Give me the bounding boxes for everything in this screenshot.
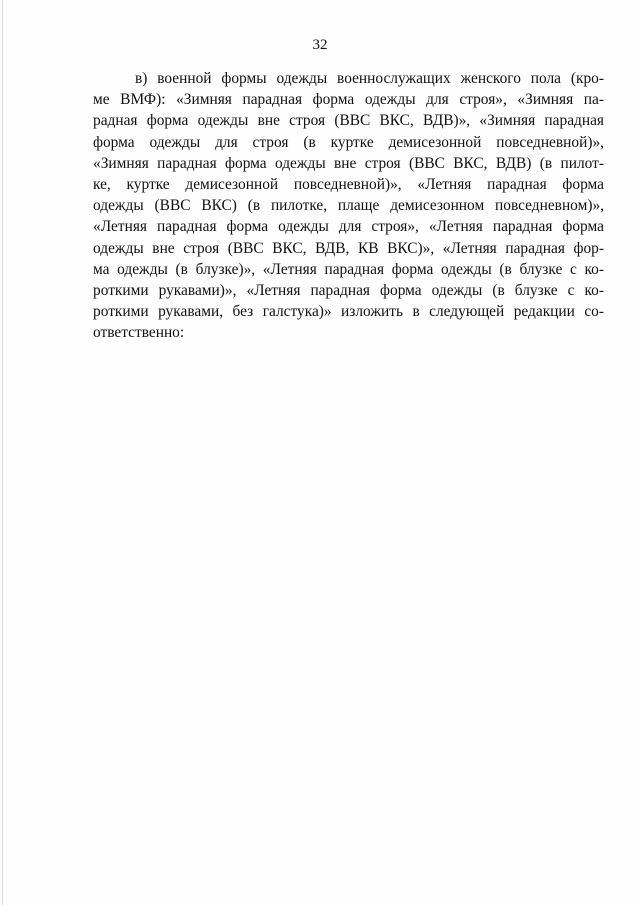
paragraph-line: в) военной формы одежды военнослужащих женского пола (кро- <box>135 70 604 87</box>
body-paragraph <box>93 68 604 344</box>
paragraph-line: ма одежды (в блузке)», «Летняя парадная форма одежды (в блузке с ко- <box>93 260 604 278</box>
paragraph-line: «Зимняя парадная форма одежды вне строя (ВВС ВКС, ВДВ) (в пилот- <box>93 154 604 172</box>
page-number: 32 <box>312 37 328 53</box>
paragraph-line: форма одежды для строя (в куртке демисезонной повседневной)», <box>93 133 604 151</box>
paragraph-line: роткими рукавами)», «Летняя парадная форма одежды (в блузке с ко- <box>93 282 604 300</box>
paragraph-line: роткими рукавами, без галстука)» изложить в следующей редакции со- <box>93 303 604 321</box>
paragraph-line: ответственно: <box>93 324 185 342</box>
paragraph-line: ке, куртке демисезонной повседневной)», «Летняя парадная форма <box>93 176 604 194</box>
paragraph-line: «Летняя парадная форма одежды для строя», «Летняя парадная форма <box>93 218 604 236</box>
paragraph-line: одежды (ВВС ВКС) (в пилотке, плаще демисезонном повседневном)», <box>93 197 604 215</box>
paragraph-line: ме ВМФ): «Зимняя парадная форма одежды для строя», «Зимняя па- <box>93 91 604 109</box>
paragraph-line: одежды вне строя (ВВС ВКС, ВДВ, КВ ВКС)», «Летняя парадная фор- <box>93 239 604 257</box>
paragraph-line: радная форма одежды вне строя (ВВС ВКС, ВДВ)», «Зимняя парадная <box>93 112 604 130</box>
page-edge-line <box>2 0 3 905</box>
